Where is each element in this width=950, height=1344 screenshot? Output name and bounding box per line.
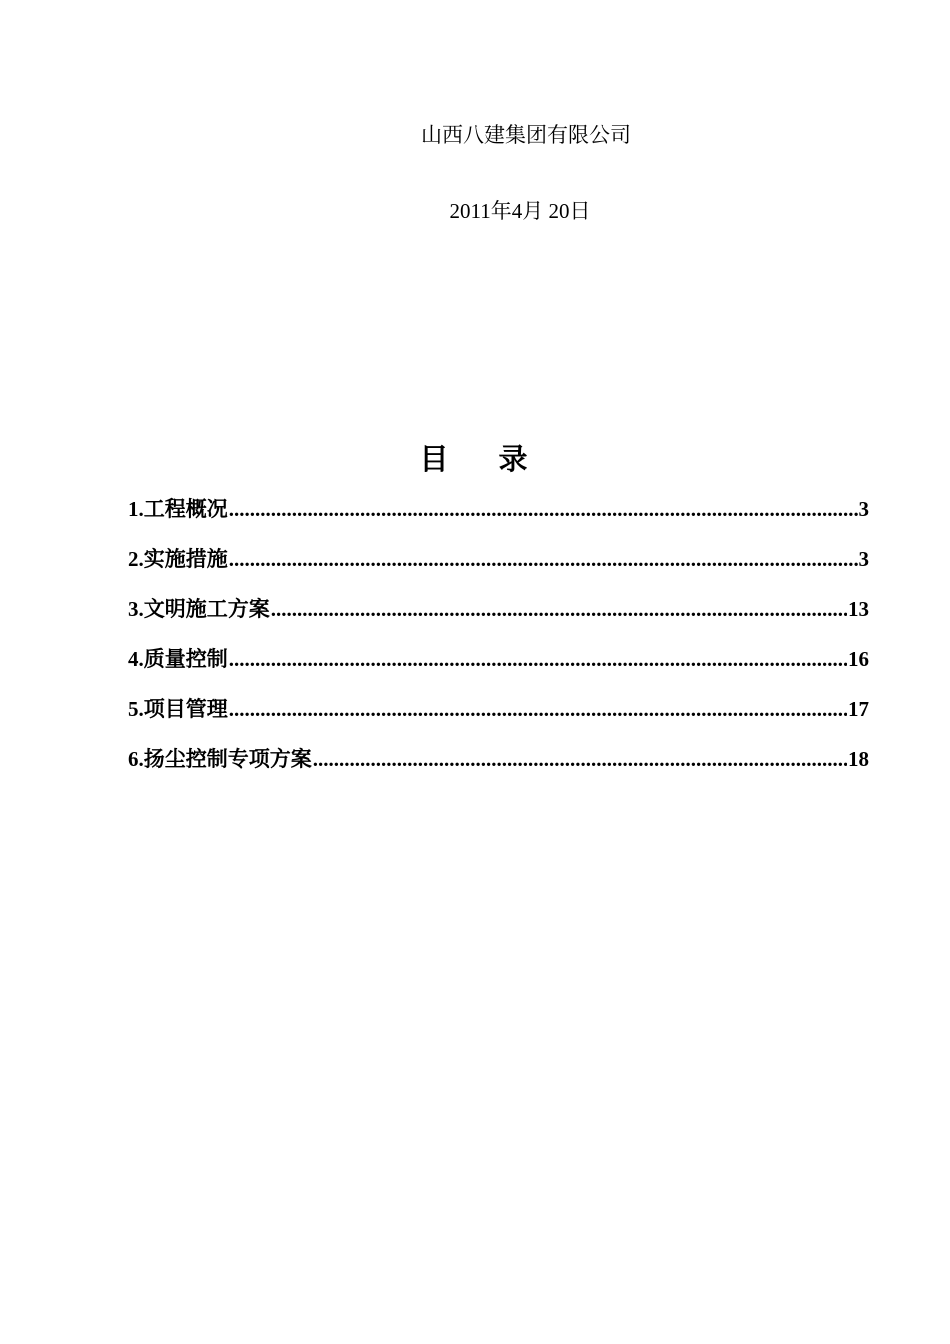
toc-dot-leader (229, 643, 847, 675)
document-date: 2011年4月 20日 (449, 199, 591, 223)
toc-entry-label: 5.项目管理 (128, 697, 228, 721)
toc-entry-label: 4.质量控制 (128, 647, 228, 671)
toc-entry-page: 17 (848, 697, 869, 721)
toc-dot-leader (229, 693, 847, 725)
toc-dot-leader (313, 743, 847, 775)
toc-entry-page: 13 (848, 597, 869, 621)
toc-dot-leader (229, 543, 858, 575)
company-name: 山西八建集团有限公司 (421, 123, 631, 147)
toc-entry-label: 2.实施措施 (128, 547, 228, 571)
toc-entry[interactable] (128, 593, 869, 643)
toc-entry-label: 1.工程概况 (128, 497, 228, 521)
toc-dot-leader (229, 493, 858, 525)
toc-entry-label: 6.扬尘控制专项方案 (128, 747, 312, 771)
toc-entry-label: 3.文明施工方案 (128, 597, 270, 621)
toc-entry[interactable] (128, 543, 869, 593)
toc-entry[interactable] (128, 493, 869, 543)
toc-entry[interactable] (128, 693, 869, 743)
toc-entry[interactable] (128, 643, 869, 693)
table-of-contents (128, 493, 869, 793)
toc-entry-page: 18 (848, 747, 869, 771)
toc-entry-page: 16 (848, 647, 869, 671)
toc-dot-leader (271, 593, 847, 625)
toc-entry[interactable] (128, 743, 869, 793)
toc-title: 目录 (419, 444, 578, 476)
toc-entry-page: 3 (858, 547, 869, 571)
toc-entry-page: 3 (858, 497, 869, 521)
